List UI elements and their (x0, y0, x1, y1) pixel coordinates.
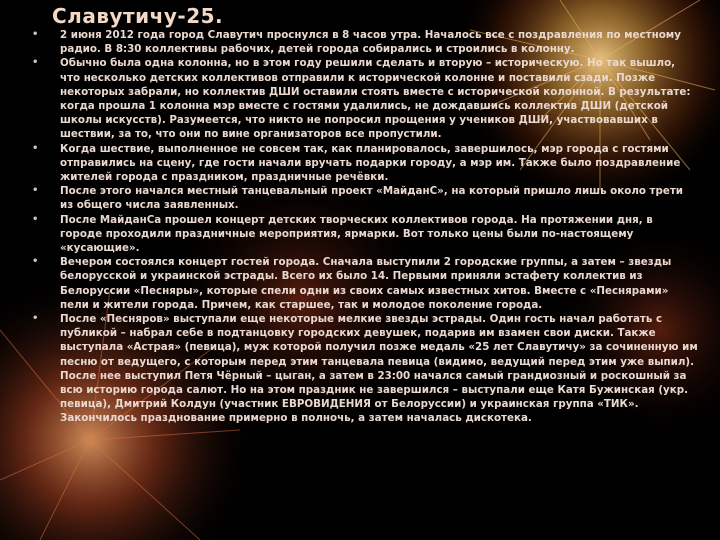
list-item (26, 184, 698, 212)
list-item-text: После этого начался местный танцевальный проект «МайданС», на который пришло лишь около трети из общего числа заявленных. (60, 185, 684, 212)
slide-title: Славутичу-25. (52, 4, 224, 28)
bullet-icon: • (32, 29, 39, 40)
list-item (26, 312, 698, 426)
bullet-icon: • (32, 142, 39, 154)
list-item-text: Обычно была одна колонна, но в этом году решили сделать и вторую – историческую. Но так вышло, что несколько детских коллективов отправили к исторической колонне и поставили сзади. Позже некоторых забрали, но коллектив ДШИ оставили стоять вместе с исторической колонной. В результате: когда прошла 1 колонна мэр вместе с гостями удалились, не дождавшись коллектив ДШИ (детской школы искусств). Разумеется, что никто не попросил прощения у учеников ДШИ, участвовавших в шествии, за то, что они по вине организаторов все пропустили. (60, 57, 691, 141)
list-item-text: После МайданСа прошел концерт детских творческих коллективов города. На протяжении дня, в городе проходили праздничные мероприятия, ярмарки. Вот только цены были по-настоящему «кусающие». (60, 213, 653, 255)
list-item (26, 56, 698, 141)
list-item (26, 142, 698, 185)
list-item-text: Когда шествие, выполненное не совсем так, как планировалось, завершилось, мэр города с гостями отправились на сцену, где гости начали вручать подарки городу, а мэр им. Также было поздравление жителей города с праздником, праздничные речёвки. (60, 142, 681, 184)
list-item (26, 28, 698, 56)
bullet-list (26, 28, 698, 426)
list-item-text: 2 июня 2012 года город Славутич проснулся в 8 часов утра. Началось все с поздравления по местному радио. В 8:30 коллективы рабочих, детей города собирались и строились в колонну. (60, 29, 681, 56)
list-item (26, 213, 698, 256)
list-item (26, 255, 698, 312)
bullet-icon: • (32, 185, 39, 197)
bullet-icon: • (32, 213, 39, 225)
list-item-text: Вечером состоялся концерт гостей города. Сначала выступили 2 городские группы, а затем – звезды белорусской и украинской эстрады. Всего их было 14. Первыми приняли эстафету коллектив из Белоруссии «Песняры», которые спели одни из своих самых известных хитов. Вместе с «Песнярами» пели и жители города. Причем, как старшее, так и молодое поколение города. (60, 256, 672, 311)
bullet-icon: • (32, 313, 39, 325)
bullet-icon: • (32, 57, 39, 69)
bullet-icon: • (32, 256, 39, 268)
list-item-text: После «Песняров» выступали еще некоторые мелкие звезды эстрады. Один гость начал работать с публикой – набрал себе в подтанцовку городских девушек, подарив им взамен свои диски. Также выступала «Астрая» (певица), муж которой получил позже медаль «25 лет Славутичу» за сочиненную им песню от ведущего, с которым перед этим танцевала певица (видимо, ведущий перед этим уже выпил). После нее выступил Петя Чёрный – цыган, а затем в 23:00 начался самый грандиозный и роскошный за всю историю города салют. Но на этом праздник не завершился – выступали еще Катя Бужинская (укр. певица), Дмитрий Колдун (участник ЕВРОВИДЕНИЯ от Белоруссии) и украинская группа «ТИК». Закончилось празднование примерно в полночь, а затем началась дискотека. (60, 313, 698, 425)
